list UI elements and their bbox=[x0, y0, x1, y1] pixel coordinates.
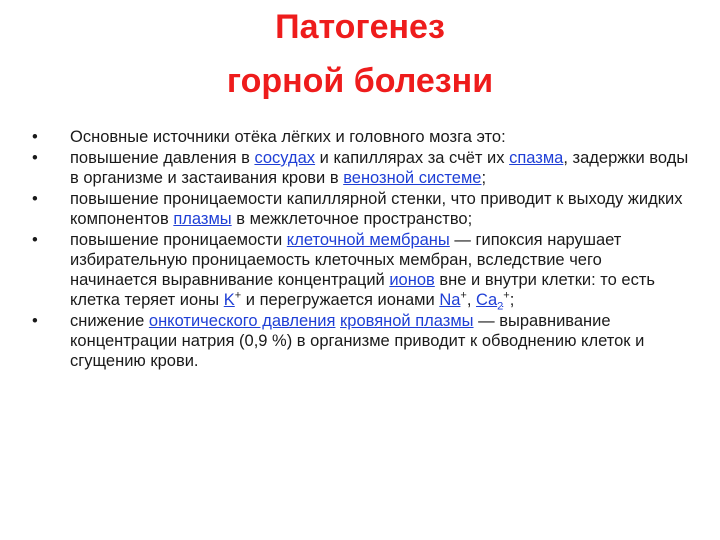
link-plasma[interactable]: плазмы bbox=[173, 210, 232, 228]
item-text: и капиллярах за счёт их bbox=[315, 149, 510, 167]
title-line-1: Патогенез bbox=[275, 8, 445, 46]
item-text: в межклеточное пространство; bbox=[231, 210, 473, 228]
link-vessels[interactable]: сосудах bbox=[254, 149, 316, 167]
list-item bbox=[30, 189, 690, 229]
charge-superscript: + bbox=[503, 289, 510, 302]
item-text: вне и внутри клетки: то есть клетка теряет ионы bbox=[70, 271, 656, 309]
item-text: снижение bbox=[70, 312, 149, 330]
link-venous-system[interactable]: венозной системе bbox=[343, 169, 482, 187]
link-calcium[interactable] bbox=[476, 291, 504, 313]
item-text: повышение проницаемости bbox=[70, 231, 287, 249]
list-item bbox=[30, 127, 690, 147]
charge-superscript: + bbox=[234, 289, 242, 302]
bullet-icon: • bbox=[32, 128, 38, 146]
list-item bbox=[30, 148, 690, 188]
title-line-2: горной болезни bbox=[226, 62, 494, 100]
item-text: и перегружается ионами bbox=[241, 291, 440, 309]
link-potassium[interactable]: K bbox=[223, 291, 235, 309]
link-spasm[interactable]: спазма bbox=[509, 149, 564, 167]
item-text: ; bbox=[509, 291, 515, 309]
link-blood-plasma[interactable]: кровяной плазмы bbox=[340, 312, 474, 330]
item-text: — выравнивание концентрации натрия (0,9 %) в организме приводит к обводнению клеток и сгущению крови. bbox=[70, 312, 645, 370]
item-text: , bbox=[466, 291, 477, 309]
bullet-icon: • bbox=[32, 231, 38, 249]
item-text: повышение проницаемости капиллярной стенки, что приводит к выходу жидких компонентов bbox=[70, 190, 683, 228]
bullet-icon: • bbox=[32, 312, 38, 330]
link-oncotic-pressure[interactable]: онкотического давления bbox=[148, 312, 336, 330]
item-text: — гипоксия нарушает избирательную проницаемость клеточных мембран, вследствие чего начинается выравнивание концентраций bbox=[70, 231, 622, 289]
list-item bbox=[30, 311, 690, 371]
list-item bbox=[30, 230, 690, 313]
item-text: Основные источники отёка лёгких и головного мозга это: bbox=[70, 128, 506, 146]
calcium-subscript: 2 bbox=[497, 300, 504, 313]
link-calcium-label: Ca bbox=[476, 291, 498, 309]
bullet-icon: • bbox=[32, 149, 38, 167]
item-text: , задержки воды в организме и застаивания крови в bbox=[70, 149, 689, 187]
link-ions[interactable]: ионов bbox=[389, 271, 435, 289]
bullet-list bbox=[30, 127, 690, 372]
bullet-icon: • bbox=[32, 190, 38, 208]
item-text: ; bbox=[481, 169, 487, 187]
link-cell-membrane[interactable]: клеточной мембраны bbox=[286, 231, 450, 249]
slide-title bbox=[0, 0, 720, 108]
item-text: повышение давления в bbox=[70, 149, 255, 167]
charge-superscript: + bbox=[460, 289, 467, 302]
link-sodium[interactable]: Na bbox=[439, 291, 461, 309]
